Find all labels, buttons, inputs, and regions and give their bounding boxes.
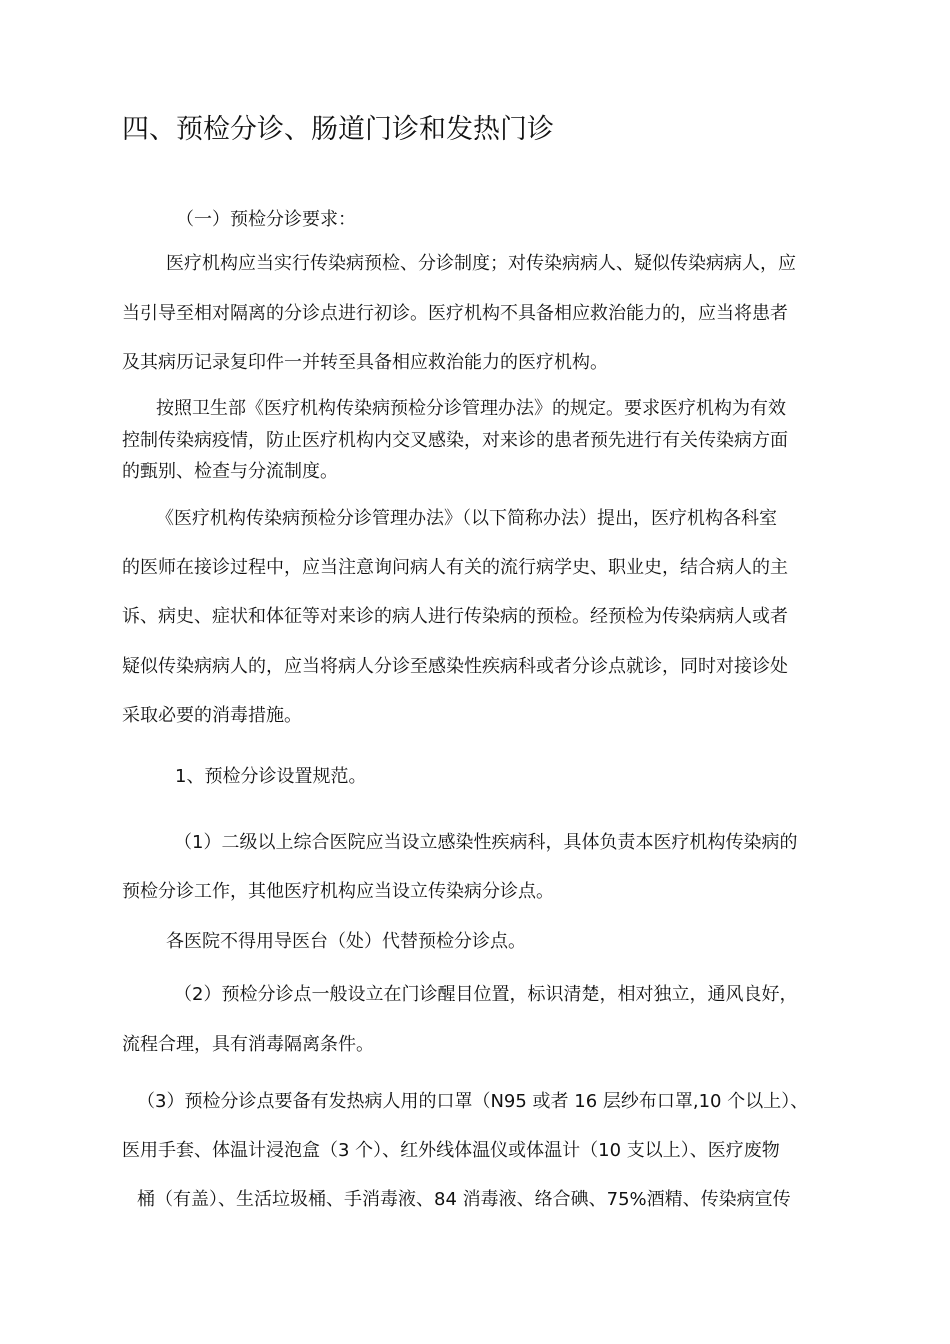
text-line: （1）二级以上综合医院应当设立感染性疾病科，具体负责本医疗机构传染病的 (174, 832, 798, 853)
text-line: 控制传染病疫情，防止医疗机构内交叉感染，对来诊的患者预先进行有关传染病方面 (122, 430, 788, 451)
text-line: 的医师在接诊过程中，应当注意询问病人有关的流行病学史、职业史，结合病人的主 (122, 557, 788, 578)
text-line: 采取必要的消毒措施。 (122, 705, 302, 726)
section-heading: （一）预检分诊要求： (176, 209, 356, 230)
text-line: 诉、病史、症状和体征等对来诊的病人进行传染病的预检。经预检为传染病病人或者 (122, 606, 788, 627)
text-line: 疑似传染病病人的，应当将病人分诊至感染性疾病科或者分诊点就诊，同时对接诊处 (122, 656, 788, 677)
text-line: 的甄别、检查与分流制度。 (122, 461, 338, 482)
text-line: （3）预检分诊点要备有发热病人用的口罩（N95 或者 16 层纱布口罩,10 个以上）、 (137, 1091, 809, 1112)
text-line: 按照卫生部《医疗机构传染病预检分诊管理办法》的规定。要求医疗机构为有效 (156, 398, 786, 419)
document-title: 四、预检分诊、肠道门诊和发热门诊 (122, 114, 554, 145)
text-line: 流程合理，具有消毒隔离条件。 (122, 1034, 374, 1055)
text-line: 当引导至相对隔离的分诊点进行初诊。医疗机构不具备相应救治能力的，应当将患者 (122, 303, 788, 324)
text-line: 桶（有盖）、生活垃圾桶、手消毒液、84 消毒液、络合碘、75%酒精、传染病宣传 (137, 1189, 791, 1210)
text-line: 医用手套、体温计浸泡盒（3 个）、红外线体温仪或体温计（10 支以上）、医疗废物 (122, 1140, 780, 1161)
text-line: 预检分诊工作，其他医疗机构应当设立传染病分诊点。 (122, 881, 554, 902)
text-line: 医疗机构应当实行传染病预检、分诊制度；对传染病病人、疑似传染病病人，应 (166, 253, 796, 274)
text-line: 各医院不得用导医台（处）代替预检分诊点。 (166, 931, 526, 952)
text-line: （2）预检分诊点一般设立在门诊醒目位置，标识清楚，相对独立，通风良好， (174, 984, 798, 1005)
text-line: 及其病历记录复印件一并转至具备相应救治能力的医疗机构。 (122, 352, 608, 373)
text-line: 《医疗机构传染病预检分诊管理办法》（以下简称办法）提出，医疗机构各科室 (156, 508, 777, 529)
section-heading: 1、预检分诊设置规范。 (175, 766, 367, 787)
